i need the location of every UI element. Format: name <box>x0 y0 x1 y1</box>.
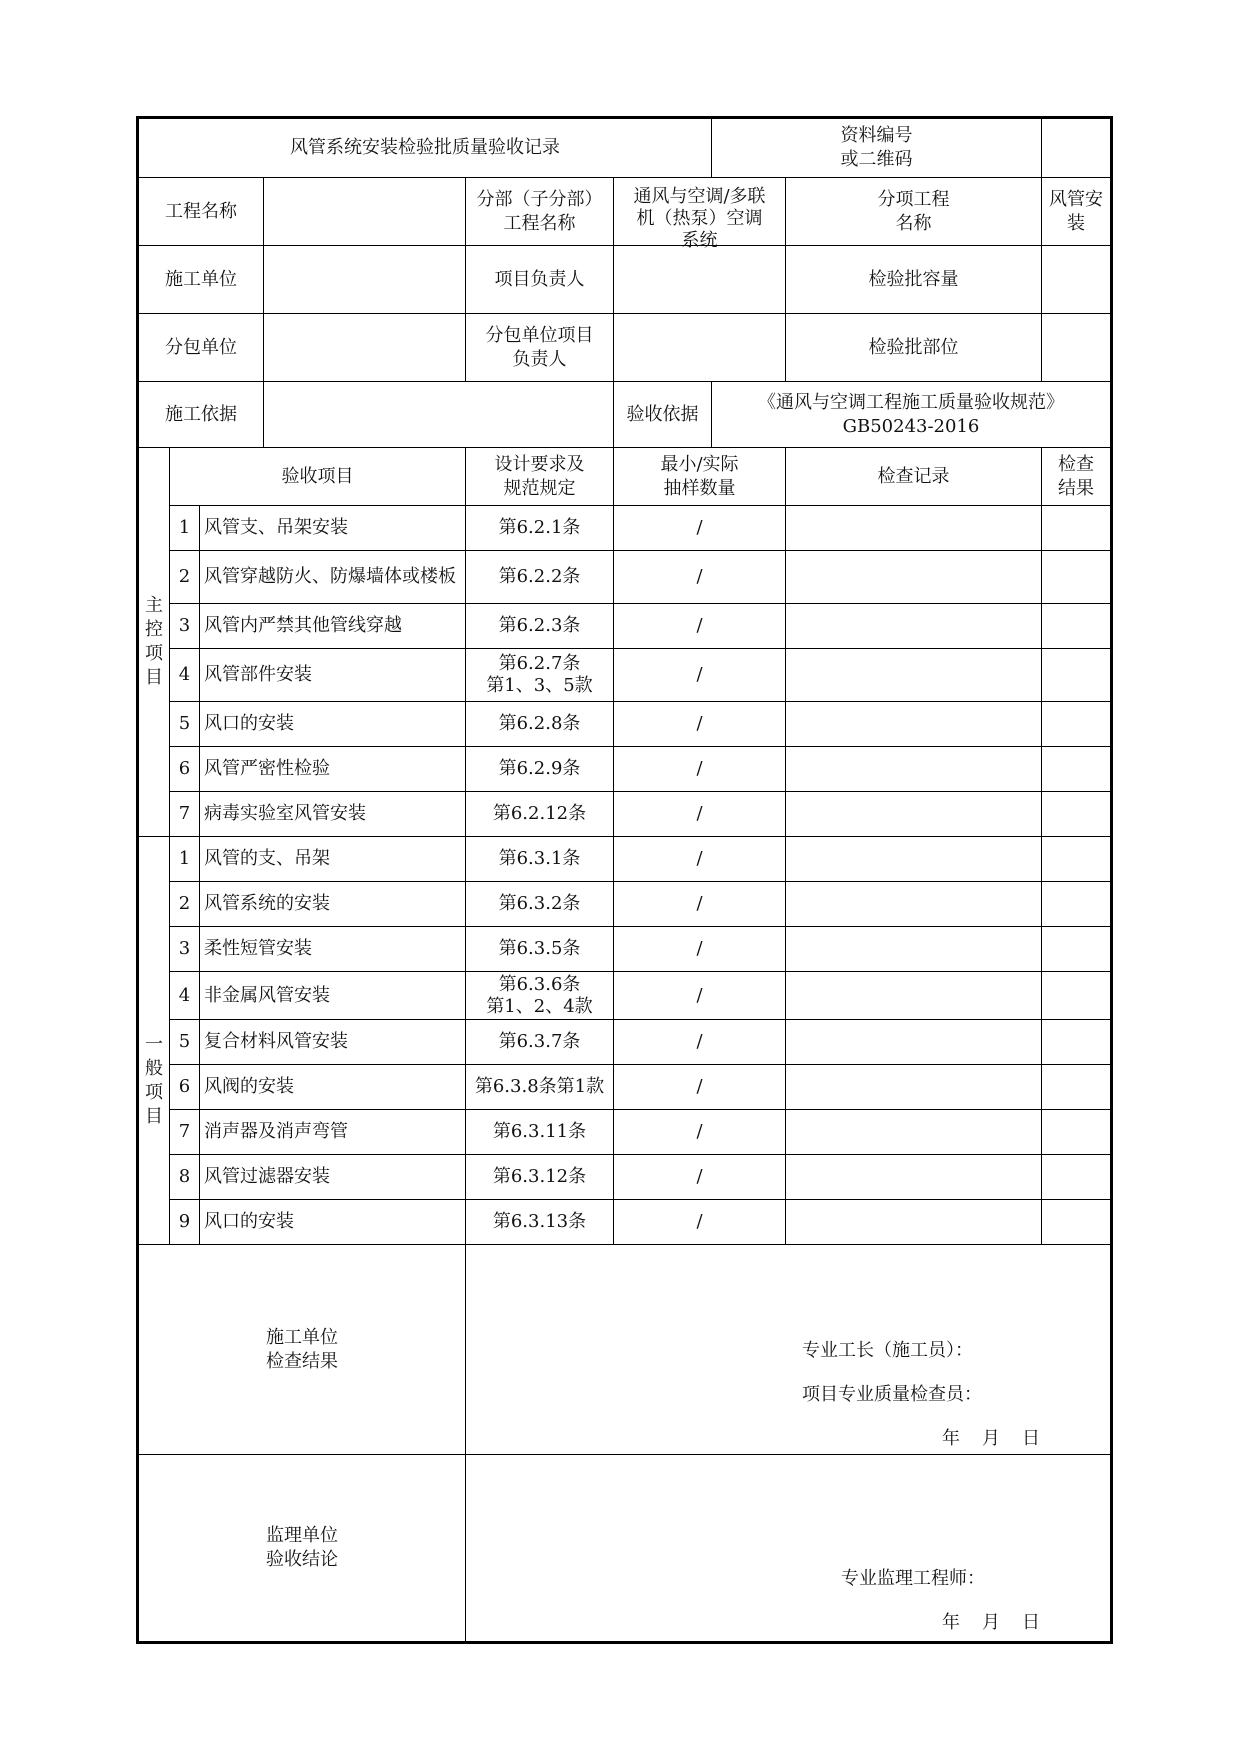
subcontractor-value[interactable] <box>264 314 466 382</box>
item-requirement: 第6.2.3条 <box>466 604 614 649</box>
supervisor-check-label-text: 监理单位 验收结论 <box>266 1525 338 1570</box>
item-result[interactable] <box>1042 1020 1112 1065</box>
item-no: 8 <box>170 1155 200 1200</box>
item-requirement: 第6.2.9条 <box>466 747 614 792</box>
table-row <box>138 837 1112 882</box>
table-row <box>138 792 1112 837</box>
item-record[interactable] <box>786 972 1042 1020</box>
contractor-check-label <box>138 1245 466 1455</box>
item-sample[interactable]: / <box>614 837 786 882</box>
doc-no-label <box>712 118 1042 178</box>
item-sample[interactable]: / <box>614 1200 786 1245</box>
item-no: 3 <box>170 927 200 972</box>
sub-manager-label-text: 分包单位项目 负责人 <box>485 324 594 370</box>
item-sample[interactable]: / <box>614 747 786 792</box>
supervisor-date-year: 年 <box>942 1612 960 1633</box>
item-result[interactable] <box>1042 747 1112 792</box>
item-record[interactable] <box>786 882 1042 927</box>
table-row <box>138 1110 1112 1155</box>
item-no: 7 <box>170 792 200 837</box>
sub-manager-label <box>466 314 614 382</box>
item-requirement: 第6.2.2条 <box>466 551 614 604</box>
item-sample[interactable]: / <box>614 1110 786 1155</box>
main-group-label <box>138 448 170 837</box>
item-project-value[interactable]: 风管安装 <box>1042 178 1112 246</box>
col-item-header: 验收项目 <box>170 448 466 506</box>
item-name: 风口的安装 <box>200 702 466 747</box>
item-no: 4 <box>170 972 200 1020</box>
supervisor-date-day: 日 <box>1022 1612 1040 1633</box>
item-requirement: 第6.3.2条 <box>466 882 614 927</box>
contractor-check-label-text: 施工单位 检查结果 <box>266 1326 338 1372</box>
item-no: 2 <box>170 882 200 927</box>
acceptance-basis-label: 验收依据 <box>614 382 712 448</box>
item-name: 风管内严禁其他管线穿越 <box>200 604 466 649</box>
supervisor-date <box>920 1611 1040 1635</box>
contractor-date-day: 日 <box>1022 1428 1040 1449</box>
subdivision-value-text: 通风与空调/多联 机（热泵）空调 系统 <box>633 185 766 251</box>
inspection-record-table <box>136 116 1113 1644</box>
item-name: 柔性短管安装 <box>200 927 466 972</box>
item-no: 3 <box>170 604 200 649</box>
item-name: 风管系统的安装 <box>200 882 466 927</box>
table-row <box>138 1200 1112 1245</box>
col-requirement-header <box>466 448 614 506</box>
col-requirement-text: 设计要求及 规范规定 <box>494 453 585 499</box>
item-requirement: 第6.3.13条 <box>466 1200 614 1245</box>
construction-basis-value[interactable] <box>264 382 614 448</box>
item-requirement: 第6.2.1条 <box>466 506 614 551</box>
inspector-signature-label: 项目专业质量检查员： <box>802 1384 982 1405</box>
item-requirement: 第6.3.1条 <box>466 837 614 882</box>
item-no: 2 <box>170 551 200 604</box>
subdivision-label <box>466 178 614 246</box>
col-result-text: 检查 结果 <box>1058 453 1094 499</box>
item-name: 风阀的安装 <box>200 1065 466 1110</box>
item-requirement: 第6.3.11条 <box>466 1110 614 1155</box>
item-sample[interactable]: / <box>614 702 786 747</box>
table-row <box>138 1155 1112 1200</box>
item-name: 风管部件安装 <box>200 649 466 702</box>
subdivision-label-text: 分部（子分部） 工程名称 <box>476 188 603 234</box>
item-result[interactable] <box>1042 927 1112 972</box>
item-no: 4 <box>170 649 200 702</box>
item-result[interactable] <box>1042 1200 1112 1245</box>
item-record[interactable] <box>786 702 1042 747</box>
construction-basis-label: 施工依据 <box>138 382 264 448</box>
item-record[interactable] <box>786 792 1042 837</box>
item-project-label <box>786 178 1042 246</box>
col-sample-header <box>614 448 786 506</box>
doc-no-label-text: 资料编号 或二维码 <box>840 125 913 170</box>
subdivision-value[interactable] <box>614 178 786 251</box>
item-project-label-text: 分项工程 名称 <box>877 188 950 234</box>
item-no: 1 <box>170 506 200 551</box>
project-name-value[interactable] <box>264 178 466 246</box>
col-sample-text: 最小/实际 抽样数量 <box>660 453 739 499</box>
item-result[interactable] <box>1042 506 1112 551</box>
item-sample[interactable]: / <box>614 792 786 837</box>
subcontractor-label: 分包单位 <box>138 314 264 382</box>
supervisor-check-label <box>138 1455 466 1643</box>
form-title: 风管系统安装检验批质量验收记录 <box>138 118 712 178</box>
item-requirement: 第6.2.12条 <box>466 792 614 837</box>
item-no: 5 <box>170 1020 200 1065</box>
item-result[interactable] <box>1042 1065 1112 1110</box>
batch-capacity-label: 检验批容量 <box>786 246 1042 314</box>
table-row <box>138 604 1112 649</box>
item-sample[interactable]: / <box>614 1020 786 1065</box>
item-sample[interactable]: / <box>614 927 786 972</box>
item-result[interactable] <box>1042 551 1112 604</box>
general-group-label-text: 一般项目 <box>145 1033 163 1127</box>
contractor-date-year: 年 <box>942 1428 960 1449</box>
item-sample[interactable]: / <box>614 551 786 604</box>
foreman-signature-label: 专业工长（施工员）： <box>802 1340 973 1361</box>
item-result[interactable] <box>1042 702 1112 747</box>
item-record[interactable] <box>786 604 1042 649</box>
supervisor-check-area[interactable] <box>466 1455 1112 1643</box>
table-row <box>138 649 1112 702</box>
item-no: 7 <box>170 1110 200 1155</box>
item-name: 风管穿越防火、防爆墙体或楼板 <box>200 551 466 604</box>
item-record[interactable] <box>786 747 1042 792</box>
batch-location-label: 检验批部位 <box>786 314 1042 382</box>
contractor-check-area[interactable] <box>466 1245 1112 1455</box>
item-record[interactable] <box>786 1110 1042 1155</box>
item-sample[interactable]: / <box>614 506 786 551</box>
project-manager-label: 项目负责人 <box>466 246 614 314</box>
item-sample[interactable]: / <box>614 604 786 649</box>
item-requirement: 第6.3.5条 <box>466 927 614 972</box>
item-requirement: 第6.3.6条 第1、2、4款 <box>466 972 614 1020</box>
item-record[interactable] <box>786 649 1042 702</box>
item-no: 6 <box>170 1065 200 1110</box>
table-row <box>138 882 1112 927</box>
table-row <box>138 551 1112 604</box>
item-name: 非金属风管安装 <box>200 972 466 1020</box>
item-name: 消声器及消声弯管 <box>200 1110 466 1155</box>
contractor-date-month: 月 <box>982 1428 1000 1449</box>
item-no: 6 <box>170 747 200 792</box>
col-record-header: 检查记录 <box>786 448 1042 506</box>
item-requirement: 第6.3.7条 <box>466 1020 614 1065</box>
table-row <box>138 1065 1112 1110</box>
item-record[interactable] <box>786 1200 1042 1245</box>
item-no: 5 <box>170 702 200 747</box>
table-row <box>138 747 1112 792</box>
project-manager-value[interactable] <box>614 246 786 314</box>
item-record[interactable] <box>786 1065 1042 1110</box>
table-row <box>138 972 1112 1020</box>
item-result[interactable] <box>1042 882 1112 927</box>
acceptance-basis-text: 《通风与空调工程施工质量验收规范》 GB50243-2016 <box>758 391 1064 437</box>
item-name: 病毒实验室风管安装 <box>200 792 466 837</box>
item-result[interactable] <box>1042 649 1112 702</box>
item-record[interactable] <box>786 837 1042 882</box>
item-name: 风口的安装 <box>200 1200 466 1245</box>
item-result[interactable] <box>1042 792 1112 837</box>
item-result[interactable] <box>1042 837 1112 882</box>
contractor-date <box>920 1427 1040 1451</box>
item-no: 1 <box>170 837 200 882</box>
item-sample[interactable]: / <box>614 1155 786 1200</box>
item-record[interactable] <box>786 551 1042 604</box>
doc-no-value[interactable] <box>1042 118 1112 178</box>
item-name: 复合材料风管安装 <box>200 1020 466 1065</box>
table-row <box>138 702 1112 747</box>
item-record[interactable] <box>786 506 1042 551</box>
item-name: 风管严密性检验 <box>200 747 466 792</box>
table-row <box>138 506 1112 551</box>
item-record[interactable] <box>786 1155 1042 1200</box>
item-sample[interactable]: / <box>614 972 786 1020</box>
item-sample[interactable]: / <box>614 882 786 927</box>
item-requirement: 第6.2.7条 第1、3、5款 <box>466 649 614 702</box>
item-record[interactable] <box>786 1020 1042 1065</box>
item-sample[interactable]: / <box>614 649 786 702</box>
supervisor-signature-label: 专业监理工程师： <box>841 1568 985 1589</box>
sub-manager-value[interactable] <box>614 314 786 382</box>
item-requirement: 第6.3.12条 <box>466 1155 614 1200</box>
item-record[interactable] <box>786 927 1042 972</box>
item-requirement: 第6.3.8条第1款 <box>466 1065 614 1110</box>
general-group-label <box>138 837 170 1245</box>
acceptance-basis-value <box>712 382 1112 448</box>
col-result-header <box>1042 448 1112 506</box>
item-name: 风管过滤器安装 <box>200 1155 466 1200</box>
item-result[interactable] <box>1042 1155 1112 1200</box>
table-row <box>138 927 1112 972</box>
supervisor-date-month: 月 <box>982 1612 1000 1633</box>
item-no: 9 <box>170 1200 200 1245</box>
table-row <box>138 1020 1112 1065</box>
item-sample[interactable]: / <box>614 1065 786 1110</box>
main-group-label-text: 主控项目 <box>145 595 163 688</box>
item-result[interactable] <box>1042 604 1112 649</box>
contractor-value[interactable] <box>264 246 466 314</box>
batch-location-value[interactable] <box>1042 314 1112 382</box>
item-result[interactable] <box>1042 1110 1112 1155</box>
contractor-label: 施工单位 <box>138 246 264 314</box>
project-name-label: 工程名称 <box>138 178 264 246</box>
item-result[interactable] <box>1042 972 1112 1020</box>
item-name: 风管支、吊架安装 <box>200 506 466 551</box>
item-name: 风管的支、吊架 <box>200 837 466 882</box>
batch-capacity-value[interactable] <box>1042 246 1112 314</box>
item-requirement: 第6.2.8条 <box>466 702 614 747</box>
